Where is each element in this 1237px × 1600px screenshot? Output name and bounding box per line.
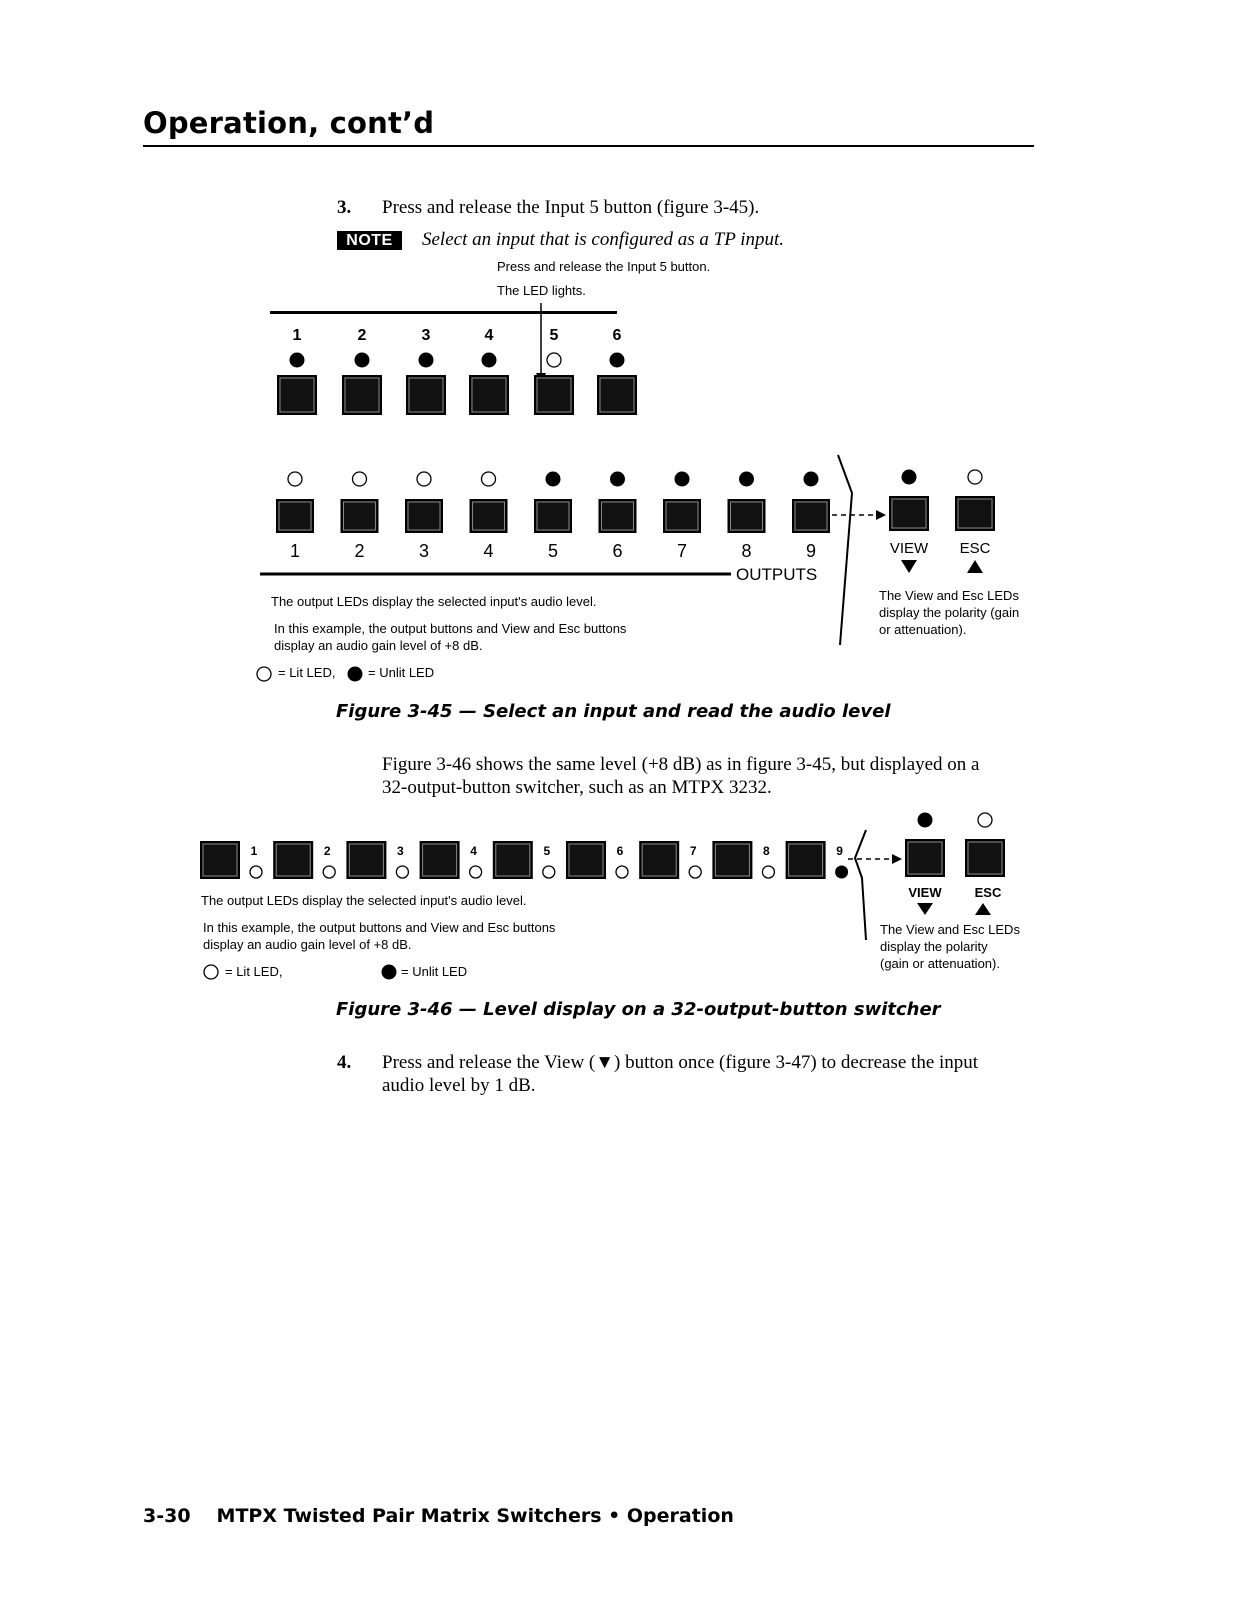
output32-8-led bbox=[762, 866, 774, 878]
output32-6-led bbox=[616, 866, 628, 878]
output-9-label: 9 bbox=[805, 541, 817, 561]
output-3-button bbox=[406, 500, 442, 532]
output-1-led bbox=[288, 472, 302, 486]
esc-label: ESC bbox=[959, 540, 991, 557]
output-4-label: 4 bbox=[483, 541, 494, 561]
input-1-label: 1 bbox=[292, 327, 302, 344]
output32-7-button bbox=[640, 842, 678, 878]
input-2-button bbox=[343, 376, 381, 414]
esc-label-46: ESC bbox=[974, 885, 1002, 900]
note-view-esc-line1: The View and Esc LEDs bbox=[879, 588, 1019, 603]
input-5-label: 5 bbox=[549, 327, 559, 344]
input-3-led bbox=[419, 353, 434, 368]
note-output-leds-46: The output LEDs display the selected input's audio level. bbox=[201, 893, 527, 908]
figure-3-45-diagram bbox=[0, 250, 1237, 660]
input-4-led bbox=[482, 353, 497, 368]
output-2-button bbox=[342, 500, 378, 532]
output32-2-label: 2 bbox=[323, 844, 331, 858]
input-2-led bbox=[355, 353, 370, 368]
note-example-line2: display an audio gain level of +8 dB. bbox=[274, 638, 483, 653]
view-led-46 bbox=[918, 813, 933, 828]
output-6-label: 6 bbox=[612, 541, 623, 561]
output32-6-label: 6 bbox=[616, 844, 624, 858]
output-9-led bbox=[804, 472, 819, 487]
input-5-button bbox=[535, 376, 573, 414]
output32-5-button bbox=[494, 842, 532, 878]
note-example-line1-46: In this example, the output buttons and View and Esc buttons bbox=[203, 920, 556, 935]
output32-9-led bbox=[835, 866, 848, 879]
output32-9-label: 9 bbox=[836, 844, 843, 858]
output-8-button bbox=[729, 500, 765, 532]
brace-mark-46 bbox=[855, 830, 866, 940]
output32-1-label: 1 bbox=[250, 844, 258, 858]
output-5-led bbox=[546, 472, 561, 487]
dashed-arrow-head bbox=[876, 510, 886, 520]
output32-3-led bbox=[396, 866, 408, 878]
output-1-label: 1 bbox=[289, 541, 301, 561]
view-led bbox=[902, 470, 917, 485]
header-rule bbox=[143, 145, 1034, 147]
output32-2-led bbox=[323, 866, 335, 878]
legend-lit-text: = Lit LED, bbox=[278, 665, 336, 680]
input-1-led bbox=[290, 353, 305, 368]
output-1-button bbox=[277, 500, 313, 532]
input-4-label: 4 bbox=[484, 327, 494, 344]
input-4-button bbox=[470, 376, 508, 414]
legend-lit-led-icon-46 bbox=[204, 965, 218, 979]
esc-up-triangle bbox=[967, 560, 983, 573]
output32-5-label: 5 bbox=[543, 844, 551, 858]
figure-3-46-diagram bbox=[0, 800, 1237, 990]
step-4-line1: Press and release the View (▼) button once (figure 3-47) to decrease the input bbox=[382, 1052, 979, 1073]
output-5-label: 5 bbox=[547, 541, 559, 561]
output32-2-button bbox=[274, 842, 312, 878]
brace-mark bbox=[838, 455, 852, 645]
note-example-line2-46: display an audio gain level of +8 dB. bbox=[203, 937, 412, 952]
page-header-title: Operation, cont’d bbox=[143, 106, 435, 140]
output-7-label: 7 bbox=[676, 541, 688, 561]
esc-led bbox=[968, 470, 982, 484]
output32-1-button bbox=[201, 842, 239, 878]
output-5-button bbox=[535, 500, 571, 532]
legend-unlit-text-46: = Unlit LED bbox=[401, 964, 468, 979]
output32-8-label: 8 bbox=[763, 844, 770, 858]
esc-led-46 bbox=[978, 813, 992, 827]
view-label-46: VIEW bbox=[908, 885, 942, 900]
callout-led-text: The LED lights. bbox=[497, 283, 586, 298]
note-view-esc-line1-46: The View and Esc LEDs bbox=[880, 922, 1020, 937]
output32-4-label: 4 bbox=[470, 844, 477, 858]
output32-7-led bbox=[689, 866, 701, 878]
output-3-label: 3 bbox=[418, 541, 430, 561]
figure-3-46-caption: Figure 3-46 — Level display on a 32-output-button switcher bbox=[336, 999, 941, 1020]
view-button bbox=[890, 497, 928, 530]
output32-8-button bbox=[713, 842, 751, 878]
footer-text: MTPX Twisted Pair Matrix Switchers • Operation bbox=[216, 1505, 734, 1527]
input-6-button bbox=[598, 376, 636, 414]
input-6-label: 6 bbox=[612, 327, 622, 344]
dashed-arrow-head-46 bbox=[892, 854, 902, 864]
note-view-esc-line3: or attenuation). bbox=[879, 622, 967, 637]
legend-unlit-led-icon bbox=[348, 667, 363, 682]
step-4-number: 4. bbox=[337, 1052, 352, 1073]
note-output-leds: The output LEDs display the selected input's audio level. bbox=[271, 594, 597, 609]
step-3-text: Press and release the Input 5 button (figure 3-45). bbox=[382, 197, 760, 218]
note-text: Select an input that is configured as a TP input. bbox=[422, 229, 785, 250]
note-view-esc-line2: display the polarity (gain bbox=[879, 605, 1020, 620]
footer-page-number: 3-30 bbox=[143, 1505, 191, 1527]
input-6-led bbox=[610, 353, 625, 368]
output32-3-label: 3 bbox=[397, 844, 404, 858]
output-2-label: 2 bbox=[354, 541, 365, 561]
esc-up-triangle-46 bbox=[975, 903, 991, 915]
output-3-led bbox=[417, 472, 431, 486]
esc-button-46 bbox=[966, 840, 1004, 876]
view-label: VIEW bbox=[889, 540, 929, 557]
output-6-button bbox=[600, 500, 636, 532]
output-buttons-32-group bbox=[201, 842, 848, 879]
output-8-label: 8 bbox=[741, 541, 752, 561]
input-3-button bbox=[407, 376, 445, 414]
output-4-button bbox=[471, 500, 507, 532]
output32-4-button bbox=[421, 842, 459, 878]
legend-unlit-text: = Unlit LED bbox=[368, 665, 435, 680]
output-7-led bbox=[675, 472, 690, 487]
legend-lit-text-46: = Lit LED, bbox=[225, 964, 283, 979]
callout-press-text: Press and release the Input 5 button. bbox=[497, 259, 711, 274]
figure-3-45-caption: Figure 3-45 — Select an input and read the audio level bbox=[336, 701, 891, 722]
output32-5-led bbox=[543, 866, 555, 878]
paragraph-46-line2: 32-output-button switcher, such as an MTPX 3232. bbox=[382, 777, 772, 798]
paragraph-46-line1: Figure 3-46 shows the same level (+8 dB) as in figure 3-45, but displayed on a bbox=[382, 754, 980, 775]
note-view-esc-line2-46: display the polarity bbox=[880, 939, 988, 954]
input-5-led bbox=[547, 353, 561, 367]
output-2-led bbox=[353, 472, 367, 486]
legend-lit-led-icon bbox=[257, 667, 271, 681]
output32-4-led bbox=[470, 866, 482, 878]
esc-button bbox=[956, 497, 994, 530]
view-down-triangle-46 bbox=[917, 903, 933, 915]
output32-3-button bbox=[347, 842, 385, 878]
legend-unlit-led-icon-46 bbox=[382, 965, 397, 980]
note-view-esc-line3-46: (gain or attenuation). bbox=[880, 956, 1000, 971]
output32-7-label: 7 bbox=[689, 844, 697, 858]
input-1-button bbox=[278, 376, 316, 414]
note-badge: NOTE bbox=[337, 231, 402, 250]
page-footer bbox=[143, 1505, 734, 1527]
output32-9-button bbox=[787, 842, 825, 878]
output-8-led bbox=[739, 472, 754, 487]
step-3-number: 3. bbox=[337, 197, 352, 218]
input-buttons-group bbox=[278, 327, 636, 414]
view-down-triangle bbox=[901, 560, 917, 573]
input-2-label: 2 bbox=[357, 327, 367, 344]
output32-1-led bbox=[250, 866, 262, 878]
view-button-46 bbox=[906, 840, 944, 876]
input-3-label: 3 bbox=[421, 327, 431, 344]
output-buttons-group bbox=[277, 472, 829, 562]
outputs-label: OUTPUTS bbox=[736, 565, 818, 584]
output-7-button bbox=[664, 500, 700, 532]
figure-3-45-legend bbox=[250, 660, 510, 686]
output32-6-button bbox=[567, 842, 605, 878]
output-9-button bbox=[793, 500, 829, 532]
note-example-line1: In this example, the output buttons and View and Esc buttons bbox=[274, 621, 627, 636]
output-4-led bbox=[482, 472, 496, 486]
step-4-line2: audio level by 1 dB. bbox=[382, 1075, 536, 1096]
output-6-led bbox=[610, 472, 625, 487]
